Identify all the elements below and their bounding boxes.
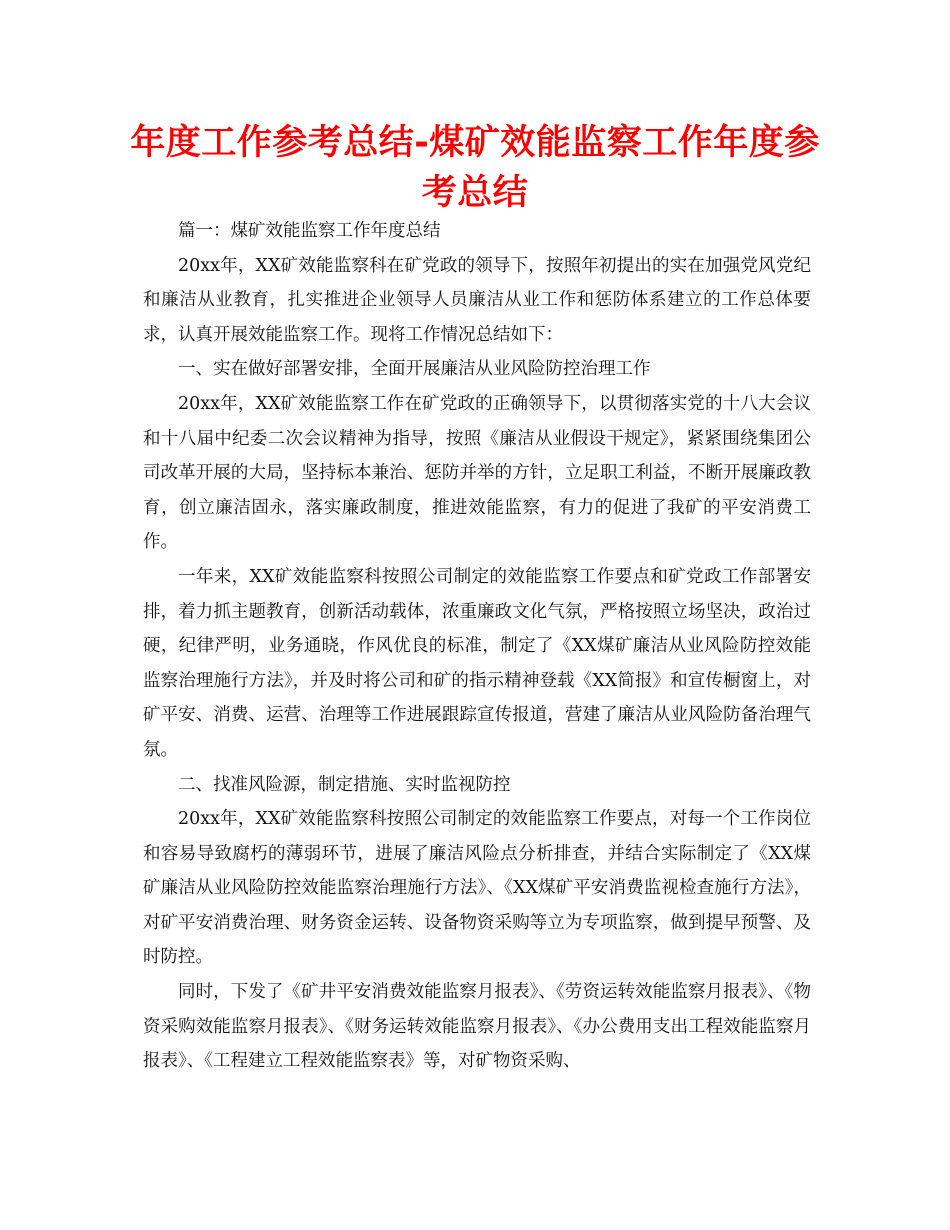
paragraph: 20xx年，XX矿效能监察科按照公司制定的效能监察工作要点，对每一个工作岗位和容易导致腐朽的薄弱环节，进展了廉洁风险点分析排查，并结合实际制定了《XX煤矿廉洁从业风险防控效能监察治理施行方法》、《XX煤矿平安消费监视检查施行方法》，对矿平安消费治理、财务资金运转、设备物资采购等立为专项监察，做到提早预警、及时防控。 <box>143 809 811 968</box>
document-body <box>143 214 811 1079</box>
paragraph: 一年来，XX矿效能监察科按照公司制定的效能监察工作要点和矿党政工作部署安排，着力抓主题教育，创新活动载体，浓重廉政文化气氛，严格按照立场坚决，政治过硬，纪律严明，业务通晓，作风优良的标准，制定了《XX煤矿廉洁从业风险防控效能监察治理施行方法》，并及时将公司和矿的指示精神登载《XX简报》和宣传橱窗上，对矿平安、消费、运营、治理等工作进展跟踪宣传报道，营建了廉洁从业风险防备治理气氛。 <box>143 566 811 760</box>
paragraph: 同时，下发了《矿井平安消费效能监察月报表》、《劳资运转效能监察月报表》、《物资采购效能监察月报表》、《财务运转效能监察月报表》、《办公费用支出工程效能监察月报表》、《工程建立工程效能监察表》等，对矿物资采购、 <box>143 982 811 1072</box>
paragraph-heading-part-one: 篇一：煤矿效能监察工作年度总结 <box>178 221 441 241</box>
paragraph: 20xx年，XX矿效能监察科在矿党政的领导下，按照年初提出的实在加强党风党纪和廉洁从业教育，扎实推进企业领导人员廉洁从业工作和惩防体系建立的工作总体要求，认真开展效能监察工作。现将工作情况总结如下： <box>143 255 811 345</box>
document-title: 年度工作参考总结-煤矿效能监察工作年度参考总结 <box>130 123 820 213</box>
section-heading: 二、找准风险源，制定措施、实时监视防控 <box>178 774 511 795</box>
paragraph: 20xx年，XX矿效能监察工作在矿党政的正确领导下，以贯彻落实党的十八大会议和十八届中纪委二次会议精神为指导，按照《廉洁从业假设干规定》，紧紧围绕集团公司改革开展的大局，坚持标本兼治、惩防并举的方针，立足职工利益，不断开展廉政教育，创立廉洁固永，落实廉政制度，推进效能监察，有力的促进了我矿的平安消费工作。 <box>143 393 811 553</box>
section-heading: 一、实在做好部署安排，全面开展廉洁从业风险防控治理工作 <box>178 359 651 380</box>
